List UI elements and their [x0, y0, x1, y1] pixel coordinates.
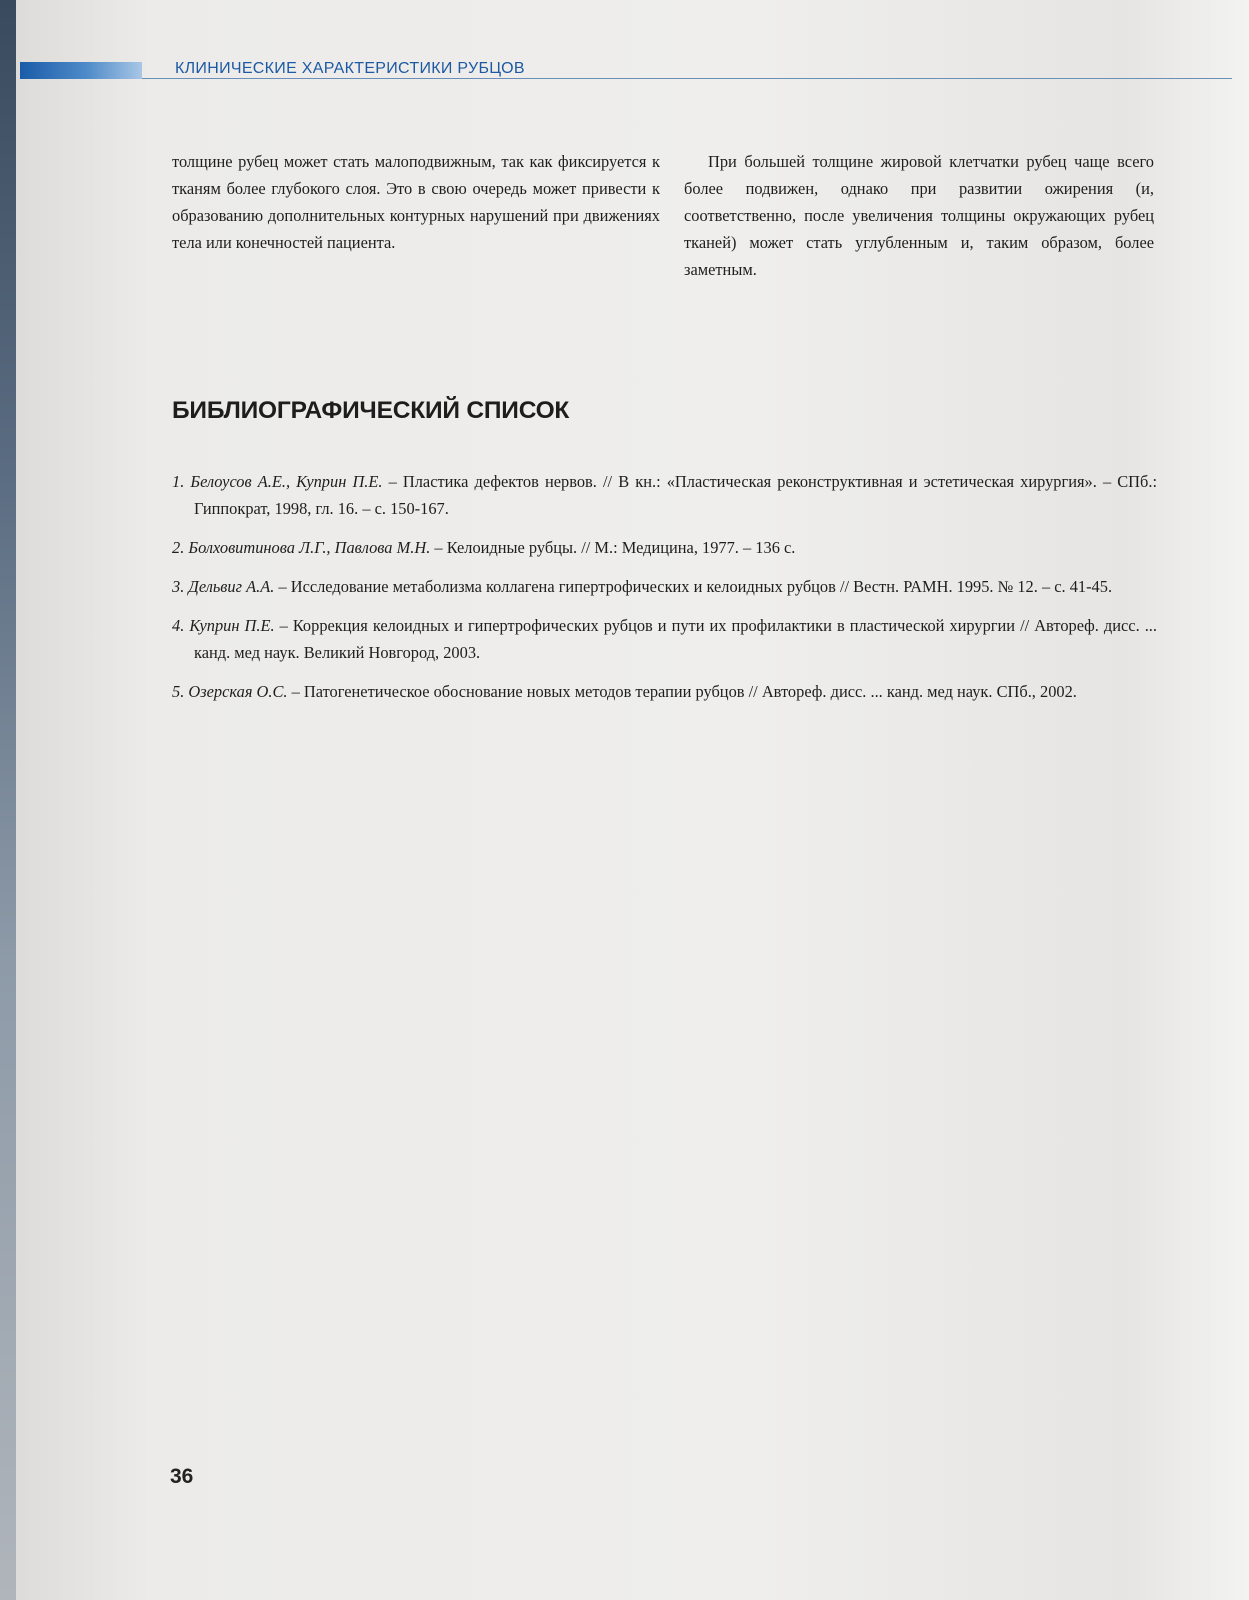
left-column: [172, 148, 660, 256]
item-authors: Озерская О.С.: [188, 682, 288, 701]
bibliography-item: [172, 468, 1157, 522]
page-number: 36: [170, 1465, 194, 1488]
bibliography-item: [172, 573, 1157, 600]
item-authors: Куприн П.Е.: [189, 616, 275, 635]
item-number: 3.: [172, 577, 185, 596]
bibliography-item: [172, 612, 1157, 666]
bibliography-title: БИБЛИОГРАФИЧЕСКИЙ СПИСОК: [172, 397, 570, 424]
item-authors: Белоусов А.Е., Куприн П.Е.: [190, 472, 383, 491]
bibliography-list: [172, 468, 1157, 717]
page-edge-shadow: [0, 0, 16, 1600]
bibliography-item: [172, 534, 1157, 561]
right-paragraph: При большей толщине жировой клетчатки рубец чаще всего более подвижен, однако при развитии ожирения (и, соответственно, после увеличения толщины окружающих рубец тканей) может стать углубленным и, таким образом, более заметным.: [684, 152, 1154, 279]
item-authors: Болховитинова Л.Г., Павлова М.Н.: [188, 538, 431, 557]
header-accent-bar: [20, 62, 142, 79]
item-authors: Дельвиг А.А.: [188, 577, 275, 596]
item-text: – Патогенетическое обоснование новых методов терапии рубцов // Автореф. дисс. ... канд. мед наук. СПб., 2002.: [287, 682, 1077, 701]
item-text: – Коррекция келоидных и гипертрофических рубцов и пути их профилактики в пластической хирургии // Автореф. дисс. ... канд. мед наук. Великий Новгород, 2003.: [194, 616, 1157, 662]
right-column: [684, 148, 1154, 283]
item-text: – Келоидные рубцы. // М.: Медицина, 1977. – 136 с.: [430, 538, 796, 557]
item-number: 5.: [172, 682, 185, 701]
item-number: 1.: [172, 472, 185, 491]
header-rule: [142, 78, 1232, 79]
item-number: 4.: [172, 616, 185, 635]
item-text: – Пластика дефектов нервов. // В кн.: «Пластическая реконструктивная и эстетическая хирургия». – СПб.: Гиппократ, 1998, гл. 16. – с. 150-167.: [194, 472, 1158, 518]
running-title: КЛИНИЧЕСКИЕ ХАРАКТЕРИСТИКИ РУБЦОВ: [175, 60, 525, 77]
item-text: – Исследование метаболизма коллагена гипертрофических и келоидных рубцов // Вестн. РАМН. 1995. № 12. – с. 41-45.: [274, 577, 1113, 596]
item-number: 2.: [172, 538, 185, 557]
left-paragraph: толщине рубец может стать малоподвижным, так как фиксируется к тканям более глубокого слоя. Это в свою очередь может привести к образованию дополнительных контурных нарушений при движениях тела или конечностей пациента.: [172, 152, 660, 252]
bibliography-item: [172, 678, 1157, 705]
